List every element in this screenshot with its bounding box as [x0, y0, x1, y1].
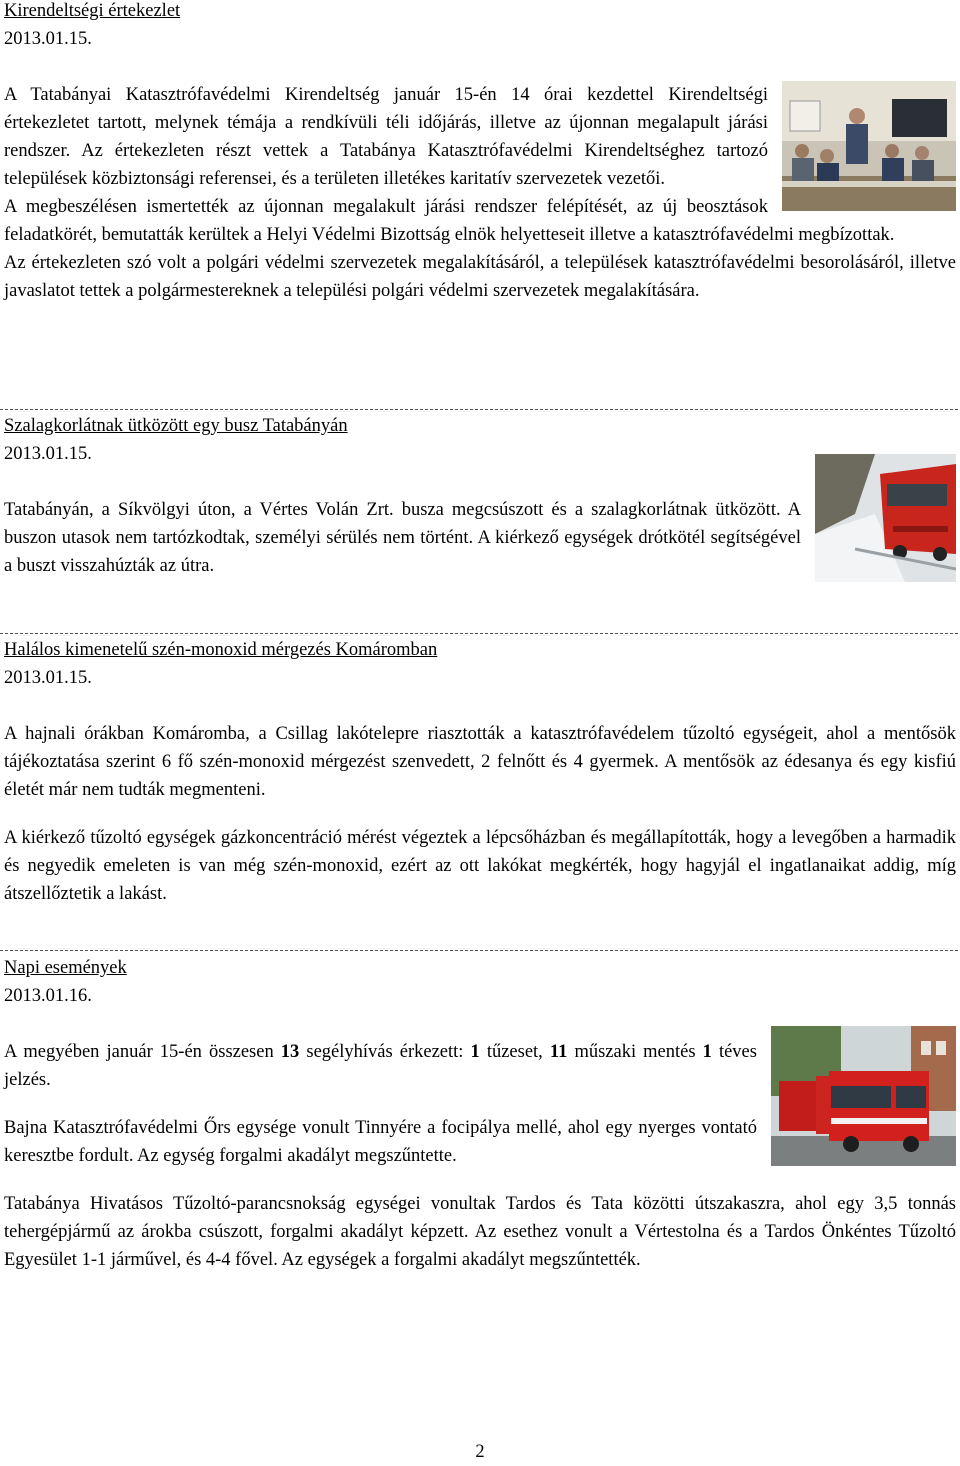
article-title-link[interactable]: Szalagkorlátnak ütközött egy busz Tatabányán	[4, 416, 348, 436]
summary-text: segélyhívás érkezett:	[299, 1042, 471, 1062]
summary-text: A megyében január 15-én összesen	[4, 1042, 281, 1062]
bus-photo	[815, 454, 956, 582]
article-date: 2013.01.15.	[4, 444, 92, 464]
article-daily-events	[4, 954, 956, 1274]
article-date: 2013.01.15.	[4, 29, 92, 49]
article-bus	[4, 412, 956, 582]
article-paragraph: Tatabányán, a Síkvölgyi úton, a Vértes Volán Zrt. busza megcsúszott és a szalagkorlátnak ütközött. A buszon utasok nem tartózkodtak, személyi sérülés nem történt. A kiérkező egységek drótkötél segítségével a buszt visszahúzták az útra.	[4, 500, 801, 576]
summary-false-alarms: 1	[702, 1042, 712, 1062]
page-number: 2	[475, 1442, 485, 1462]
summary-text: műszaki mentés	[567, 1042, 703, 1062]
meeting-photo	[782, 81, 956, 211]
article-meeting	[4, 0, 956, 305]
article-paragraph: A hajnali órákban Komáromba, a Csillag lakótelepre riasztották a katasztrófavédelem tűzoltó egységeit, ahol a mentősök tájékoztatása szerint 6 fő szén-monoxid mérgezést szenvedett, 2 felnőtt és 4 gyermek. A mentősök az édesanya és egy kisfiú életét már nem tudták megmenteni.	[4, 724, 956, 800]
article-paragraph: Az értekezleten szó volt a polgári védelmi szervezetek megalakításáról, a települések katasztrófavédelmi besorolásáról, illetve javaslatot tettek a polgármestereknek a települési polgári védelmi szervezetek megalakítására.	[4, 253, 956, 301]
dashed-divider	[0, 633, 958, 634]
article-date: 2013.01.15.	[4, 668, 92, 688]
article-title-link[interactable]: Kirendeltségi értekezlet	[4, 1, 181, 21]
summary-fires: 1	[470, 1042, 480, 1062]
article-co-poisoning	[4, 636, 956, 908]
summary-technical: 11	[549, 1042, 568, 1062]
article-paragraph: A Tatabányai Katasztrófavédelmi Kirendeltség január 15-én 14 órai kezdettel Kirendeltségi értekezletet tartott, melynek témája a rendkívüli téli időjárás, illetve az újonnan megalapult járási rendszer. Az értekezleten részt vettek a Tatabánya Katasztrófavédelmi Kirendeltséghez tartozó települések közbiztonsági referensei, és a területen illetékes karitatív szervezetek vezetői.	[4, 85, 768, 189]
summary-total: 13	[280, 1042, 300, 1062]
article-paragraph: Bajna Katasztrófavédelmi Őrs egysége vonult Tinnyére a focipálya mellé, ahol egy nyerges vontató keresztbe fordult. Az egység forgalmi akadályt megszűntette.	[4, 1118, 757, 1166]
article-title-link[interactable]: Napi események	[4, 958, 127, 978]
article-date: 2013.01.16.	[4, 986, 92, 1006]
article-paragraph: A kiérkező tűzoltó egységek gázkoncentráció mérést végeztek a lépcsőházban és megállapították, hogy a levegőben a harmadik és negyedik emeleten is van még szén-monoxid, ezért az ott lakókat megkérték, hogy hagyjál el ingatlanaikat addig, míg átszellőztetik a lakást.	[4, 828, 956, 904]
dashed-divider	[0, 950, 958, 951]
fire-trucks-photo	[771, 1026, 956, 1166]
summary-text: téves jelzés.	[4, 1042, 757, 1090]
summary-text: tűzeset,	[479, 1042, 550, 1062]
dashed-divider	[0, 409, 958, 410]
article-paragraph: Tatabánya Hivatásos Tűzoltó-parancsnokság egységei vonultak Tardos és Tata közötti útszakaszra, ahol egy 3,5 tonnás tehergépjármű az árokba csúszott, forgalmi akadályt képzett. Az esethez vonult a Vértestolna és a Tardos Önkéntes Tűzoltó Egyesület 1-1 járművel, és 4-4 fővel. Az egységek a forgalmi akadályt megszűntették.	[4, 1194, 956, 1270]
article-title-link[interactable]: Halálos kimenetelű szén-monoxid mérgezés Komáromban	[4, 640, 438, 660]
article-paragraph: A megbeszélésen ismertették az újonnan megalakult járási rendszer felépítését, az új beosztások feladatkörét, bemutatták kerültek a Helyi Védelmi Bizottság elnök helyetteseit illetve a katasztrófavédelmi megbízottak.	[4, 197, 895, 245]
